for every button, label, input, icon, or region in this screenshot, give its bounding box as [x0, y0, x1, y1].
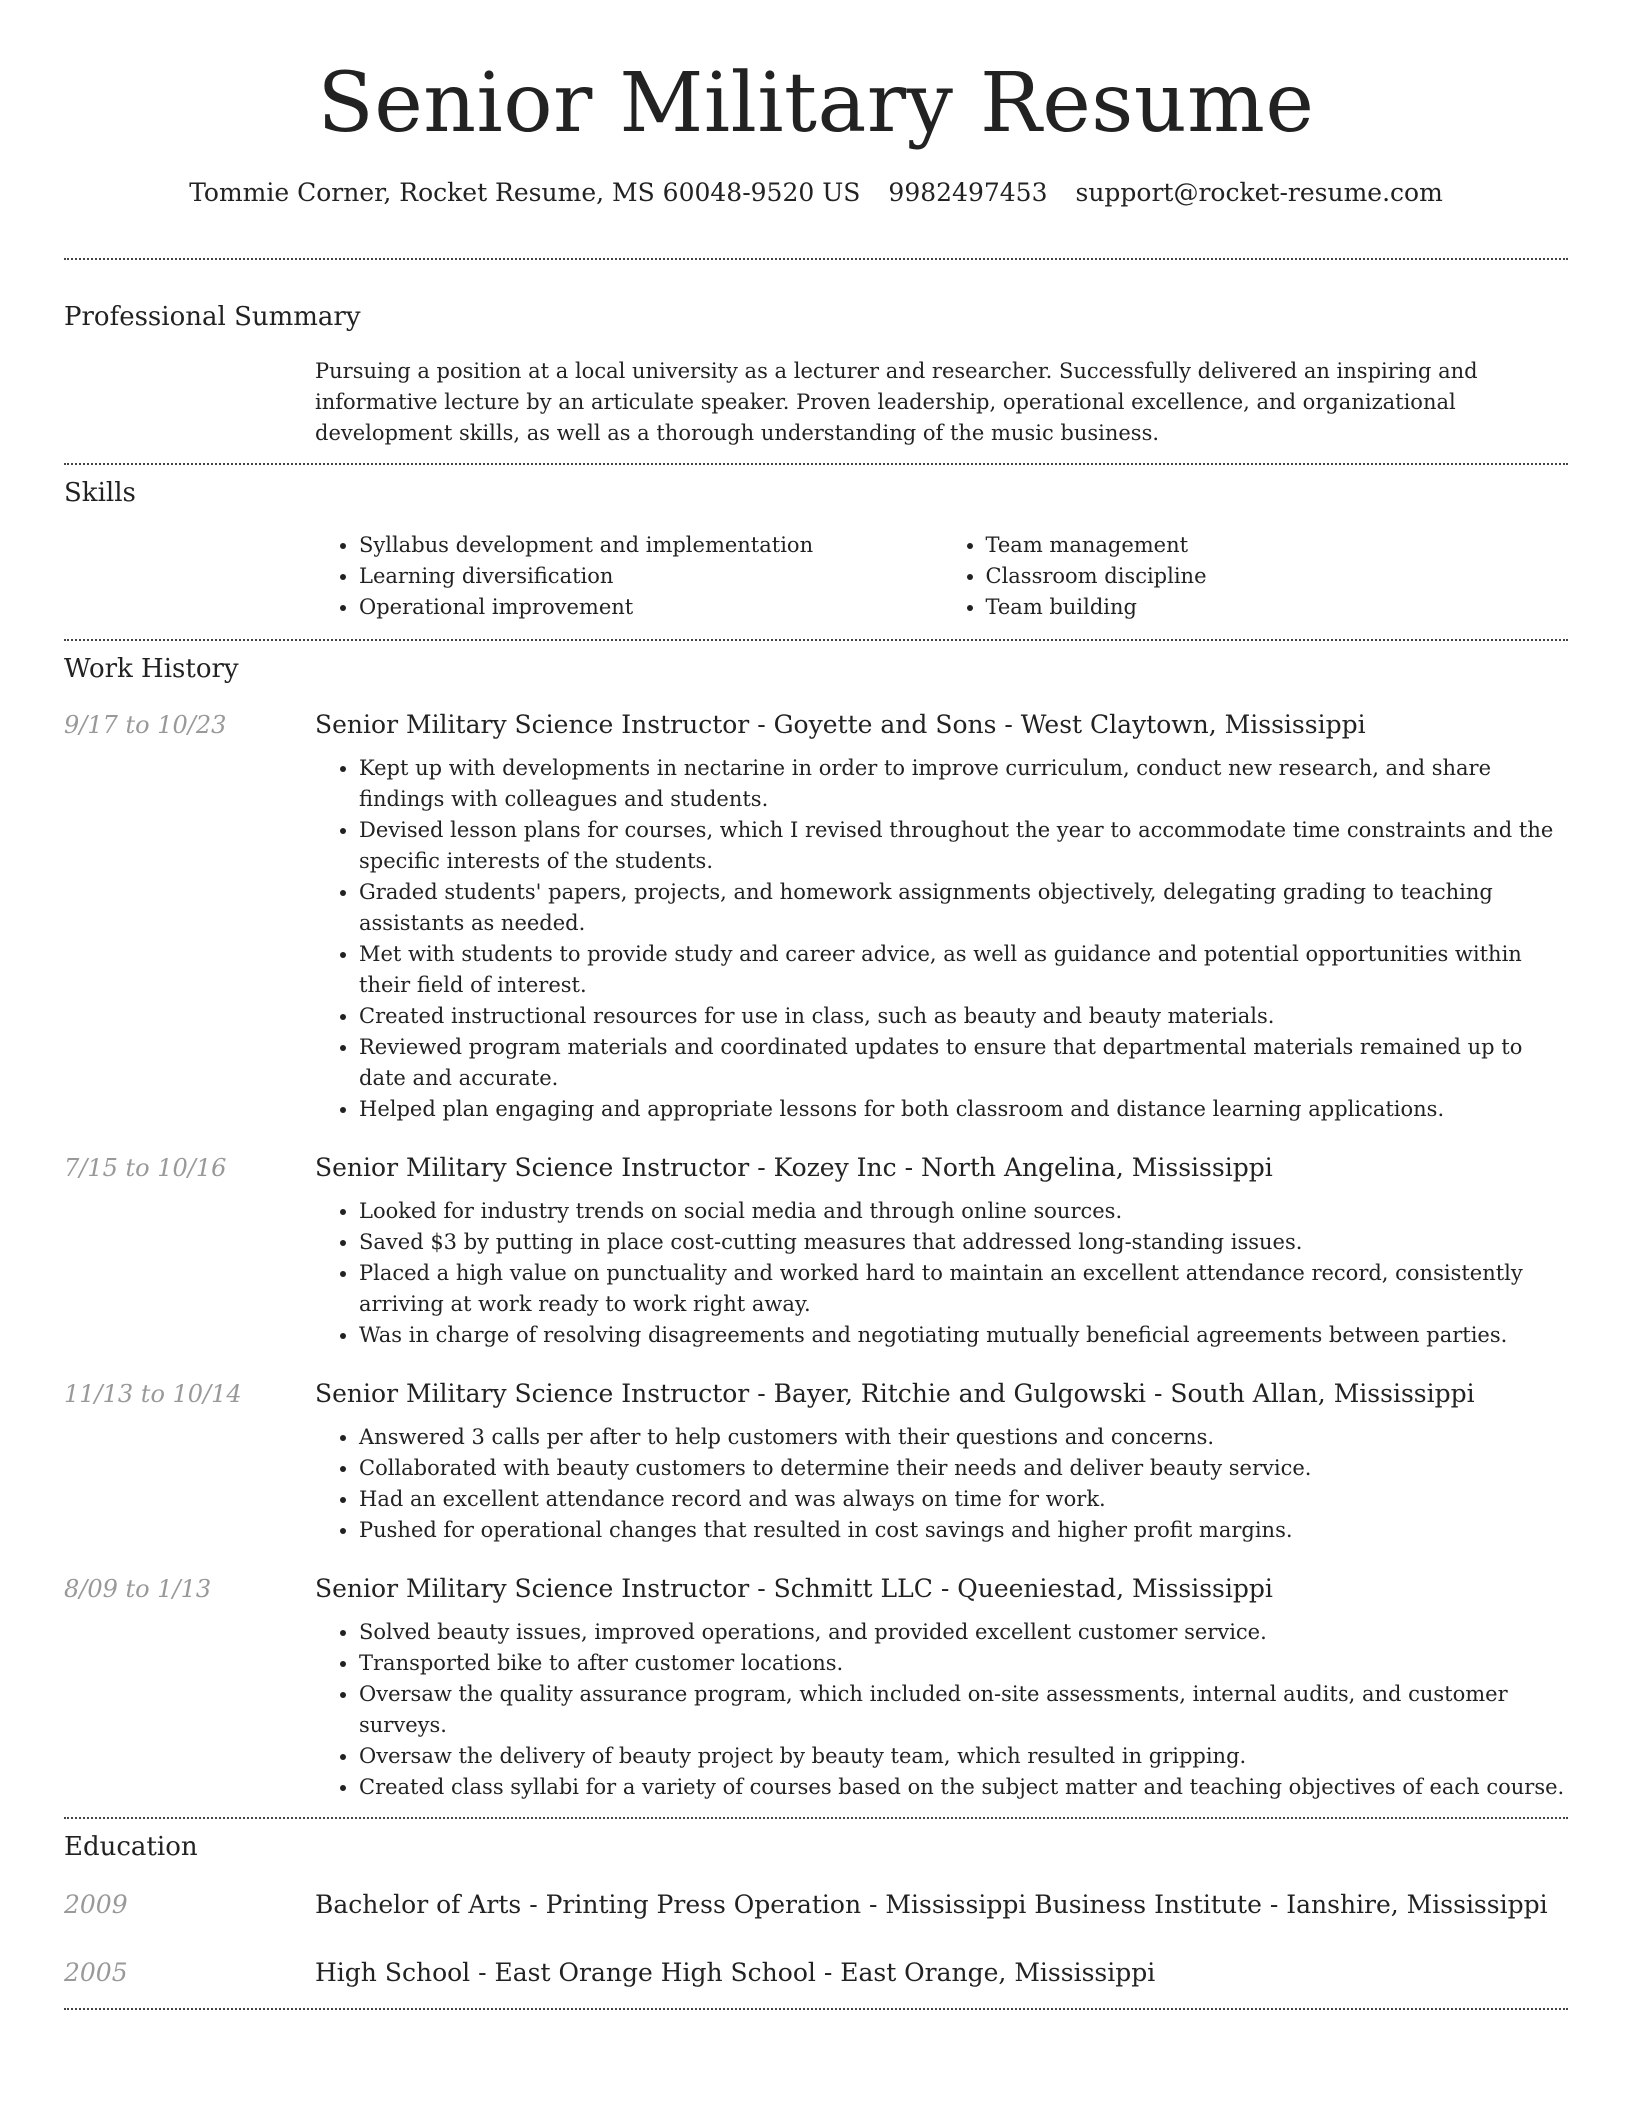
- education-year: 2009: [64, 1890, 128, 1919]
- job-bullet: • Met with students to provide study and career advice, as well as guidance and potential opportunities within their field of interest.: [359, 939, 1568, 1001]
- job-bullet: • Helped plan engaging and appropriate lessons for both classroom and distance learning applications.: [359, 1094, 1568, 1125]
- resume-title: Senior Military Resume: [317, 56, 1315, 151]
- skills-list-right: [942, 530, 1569, 623]
- education-year: 2005: [64, 1958, 128, 1987]
- job-bullet: • Devised lesson plans for courses, which I revised throughout the year to accommodate time constraints and the specific interests of the students.: [359, 815, 1568, 877]
- contact-email: support@rocket-resume.com: [1075, 178, 1443, 207]
- education-heading: Education: [64, 1832, 198, 1862]
- job-title: Senior Military Science Instructor - Kozey Inc - North Angelina, Mississippi: [315, 1153, 1273, 1182]
- skill-item: • Syllabus development and implementation: [359, 530, 942, 561]
- job-bullet: • Collaborated with beauty customers to determine their needs and deliver beauty service.: [359, 1453, 1568, 1484]
- job-bullet: • Kept up with developments in nectarine in order to improve curriculum, conduct new research, and share findings with colleagues and students.: [359, 753, 1568, 815]
- job-dates: 7/15 to 10/16: [64, 1154, 227, 1182]
- skill-item: • Team management: [986, 530, 1569, 561]
- contact-address: Tommie Corner, Rocket Resume, MS 60048-9520 US: [189, 178, 861, 207]
- job-bullets: [315, 753, 1568, 1125]
- job-entry: [64, 1377, 1568, 1546]
- job-title: Senior Military Science Instructor - Goyette and Sons - West Claytown, Mississippi: [315, 710, 1366, 739]
- job-bullet: • Transported bike to after customer locations.: [359, 1648, 1568, 1679]
- skills-heading: Skills: [64, 478, 136, 508]
- contact-phone: 9982497453: [888, 178, 1048, 207]
- job-dates: 9/17 to 10/23: [64, 711, 227, 739]
- skill-item: • Operational improvement: [359, 592, 942, 623]
- contact-line: [64, 176, 1568, 210]
- divider: [64, 2008, 1568, 2010]
- summary-section: [64, 260, 1568, 463]
- job-bullet: • Pushed for operational changes that resulted in cost savings and higher profit margins.: [359, 1515, 1568, 1546]
- skill-item: • Classroom discipline: [986, 561, 1569, 592]
- job-bullets: [315, 1617, 1568, 1803]
- education-entry: [64, 1956, 1568, 1990]
- summary-heading: Professional Summary: [64, 302, 361, 332]
- skills-section: [64, 465, 1568, 639]
- summary-text: Pursuing a position at a local university as a lecturer and researcher. Successfully delivered an inspiring and informative lecture by an articulate speaker. Proven leadership, operational excellence, and organizational development skills, as well as a thorough understanding of the music business.: [315, 359, 1478, 445]
- job-bullet: • Placed a high value on punctuality and worked hard to maintain an excellent attendance record, consistently arriving at work ready to work right away.: [359, 1258, 1568, 1320]
- job-bullet: • Had an excellent attendance record and was always on time for work.: [359, 1484, 1568, 1515]
- job-bullet: • Created instructional resources for use in class, such as beauty and beauty materials.: [359, 1001, 1568, 1032]
- job-bullet: • Oversaw the delivery of beauty project by beauty team, which resulted in gripping.: [359, 1741, 1568, 1772]
- education-entry: [64, 1888, 1568, 1922]
- job-bullet: • Solved beauty issues, improved operations, and provided excellent customer service.: [359, 1617, 1568, 1648]
- job-title: Senior Military Science Instructor - Bayer, Ritchie and Gulgowski - South Allan, Mississippi: [315, 1379, 1475, 1408]
- job-bullet: • Created class syllabi for a variety of courses based on the subject matter and teaching objectives of each course.: [359, 1772, 1568, 1803]
- job-dates: 11/13 to 10/14: [64, 1380, 242, 1408]
- work-heading: Work History: [64, 654, 239, 684]
- education-text: High School - East Orange High School - East Orange, Mississippi: [315, 1958, 1156, 1987]
- job-bullet: • Was in charge of resolving disagreements and negotiating mutually beneficial agreements between parties.: [359, 1320, 1568, 1351]
- job-bullet: • Reviewed program materials and coordinated updates to ensure that departmental materials remained up to date and accurate.: [359, 1032, 1568, 1094]
- skill-item: • Learning diversification: [359, 561, 942, 592]
- job-bullet: • Oversaw the quality assurance program, which included on-site assessments, internal audits, and customer surveys.: [359, 1679, 1568, 1741]
- job-title: Senior Military Science Instructor - Schmitt LLC - Queeniestad, Mississippi: [315, 1574, 1273, 1603]
- job-bullet: • Answered 3 calls per after to help customers with their questions and concerns.: [359, 1422, 1568, 1453]
- job-entry: [64, 1572, 1568, 1803]
- job-bullet: • Saved $3 by putting in place cost-cutting measures that addressed long-standing issues.: [359, 1227, 1568, 1258]
- work-section: [64, 641, 1568, 1817]
- education-text: Bachelor of Arts - Printing Press Operation - Mississippi Business Institute - Ianshire, Mississippi: [315, 1890, 1548, 1919]
- job-entry: [64, 1151, 1568, 1351]
- skill-item: • Team building: [986, 592, 1569, 623]
- job-bullets: [315, 1422, 1568, 1546]
- job-bullet: • Looked for industry trends on social media and through online sources.: [359, 1196, 1568, 1227]
- job-bullet: • Graded students' papers, projects, and homework assignments objectively, delegating grading to teaching assistants as needed.: [359, 877, 1568, 939]
- job-bullets: [315, 1196, 1568, 1351]
- education-section: [64, 1819, 1568, 2008]
- job-entry: [64, 708, 1568, 1125]
- skills-list-left: [315, 530, 942, 623]
- job-dates: 8/09 to 1/13: [64, 1575, 212, 1603]
